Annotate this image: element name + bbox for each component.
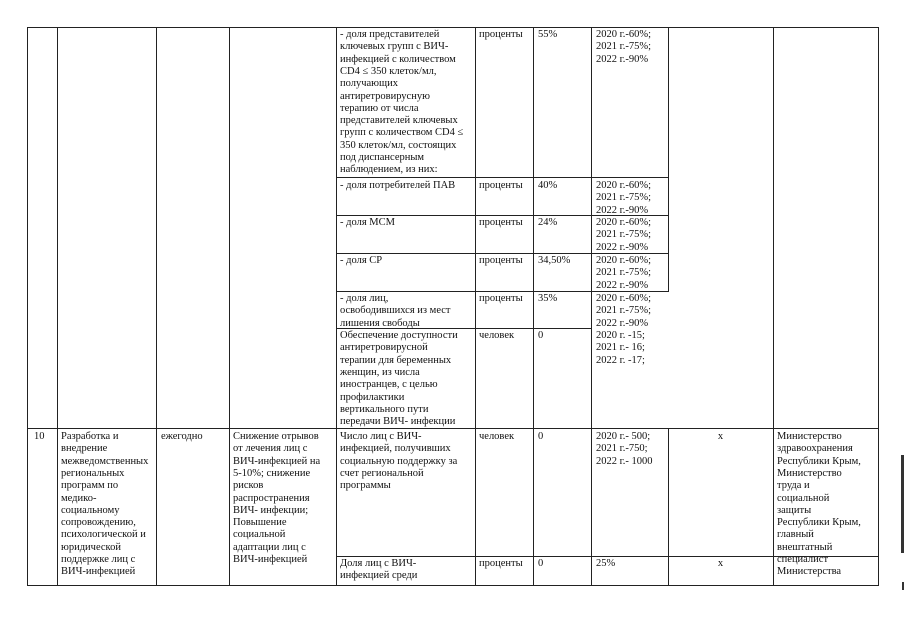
indicator-text: под диспансерным <box>340 152 425 163</box>
indicator-text: вертикального пути <box>340 403 429 415</box>
executor-text: главный <box>777 529 814 541</box>
target-values: 2021 г.-75%; <box>596 305 652 317</box>
unit-text: проценты <box>479 29 523 40</box>
table-rule <box>27 27 28 586</box>
measure-text: психологической и <box>61 529 146 541</box>
indicator-text: освободившихся из мест <box>340 305 451 317</box>
indicator-text: наблюдением, из них: <box>340 164 438 176</box>
indicator-text: Число лиц с ВИЧ- <box>340 431 422 442</box>
result-text: социальной <box>233 529 286 541</box>
base-value: 35% <box>538 293 558 304</box>
table-rule <box>533 27 534 586</box>
target-values: 2021 г.-750; <box>596 443 648 455</box>
table-rule <box>773 27 774 586</box>
indicator-text: - доля представителей <box>340 29 440 40</box>
table-rule <box>475 27 476 586</box>
result-text: рисков <box>233 480 264 492</box>
executor-text: Республики Крым, <box>777 455 861 467</box>
target-values: 2020 г.-60%; <box>596 293 652 304</box>
result-text: от лечения лиц с <box>233 443 308 455</box>
unit-text: человек <box>479 330 515 341</box>
base-value: 40% <box>538 180 558 191</box>
target-values: 2020 г.-60%; <box>596 255 652 266</box>
result-text: адаптации лиц с <box>233 541 306 553</box>
executor-text: социальной <box>777 492 830 504</box>
item-number: 10 <box>34 431 45 442</box>
executor-text: Министерство <box>777 431 842 442</box>
executor-text: Республики Крым, <box>777 517 861 529</box>
target-values: 2021 г.- 16; <box>596 342 645 354</box>
unit-text: проценты <box>479 180 523 191</box>
table-rule <box>57 27 58 586</box>
target-values: 2020 г. -15; <box>596 330 645 341</box>
measure-text: медико- <box>61 492 97 504</box>
table-rule <box>878 27 879 586</box>
executor-text: Министерства <box>777 566 842 578</box>
indicator-text: женщин, из числа <box>340 366 420 378</box>
target-values: 2020 г.-60%; <box>596 29 652 40</box>
base-value: 0 <box>538 431 544 442</box>
target-values: 2022 г. -17; <box>596 354 645 366</box>
target-values: 2022 г.-90% <box>596 317 649 329</box>
indicator-text: - доля МСМ <box>340 217 395 228</box>
result-text: ВИЧ- инфекции; <box>233 504 309 516</box>
result-text: 5-10%; снижение <box>233 467 311 479</box>
period-text: ежегодно <box>161 431 203 442</box>
base-value: 0 <box>538 330 544 341</box>
target-values: 2020 г.-60%; <box>596 180 652 191</box>
indicator-text: - доля СР <box>340 255 383 266</box>
target-values: 2022 г.- 1000 <box>596 455 653 467</box>
measure-text: программ по <box>61 480 119 492</box>
result-text: Снижение отрывов <box>233 431 319 442</box>
indicator-text: программы <box>340 480 391 492</box>
indicator-text: лишения свободы <box>340 317 420 329</box>
indicator-text: иностранцев, с целью <box>340 379 438 391</box>
executor-text: труда и <box>777 480 810 492</box>
indicator-text: передачи ВИЧ- инфекции <box>340 416 456 428</box>
target-values: 2022 г.-90% <box>596 204 649 216</box>
indicator-text: 350 клеток/мл, состоящих <box>340 139 457 151</box>
table-rule <box>27 27 879 28</box>
indicator-text: - доля потребителей ПАВ <box>340 180 456 191</box>
executor-text: внештатный <box>777 541 833 553</box>
edge-mark <box>902 582 904 590</box>
unit-text: проценты <box>479 293 523 304</box>
result-text: Повышение <box>233 517 287 529</box>
indicator-text: инфекцией, получивших <box>340 443 451 455</box>
indicator-text: терапии для беременных <box>340 354 452 366</box>
target-values: 2021 г.-75%; <box>596 192 652 204</box>
measure-text: юридической <box>61 541 121 553</box>
indicator-text: получающих <box>340 78 398 90</box>
indicator-text: антиретровирусную <box>340 90 430 102</box>
indicator-text: счет региональной <box>340 467 424 479</box>
indicator-text: групп с количеством CD4 ≤ <box>340 127 464 139</box>
target-values: 2020 г.-60%; <box>596 217 652 228</box>
measure-text: поддержке лиц с <box>61 554 136 565</box>
target-values: 2020 г.- 500; <box>596 431 651 442</box>
unit-text: человек <box>479 431 515 442</box>
base-value: 24% <box>538 217 558 228</box>
target-values: 2022 г.-90% <box>596 241 649 253</box>
indicator-text: терапию от числа <box>340 102 419 114</box>
unit-text: проценты <box>479 558 523 569</box>
result-text: ВИЧ-инфекцией на <box>233 455 321 467</box>
base-value: 0 <box>538 558 544 569</box>
indicator-text: социальную поддержку за <box>340 455 458 467</box>
table-rule <box>229 27 230 586</box>
measure-text: межведомственных <box>61 455 149 467</box>
indicator-text: - доля лиц, <box>340 293 389 304</box>
table-rule <box>336 27 337 586</box>
target-values: 2022 г.-90% <box>596 279 649 291</box>
indicator-text: инфекцией с количеством <box>340 53 456 65</box>
target-values: 2021 г.-75%; <box>596 41 652 53</box>
indicator-text: ключевых групп с ВИЧ- <box>340 41 449 53</box>
unit-text: проценты <box>479 255 523 266</box>
table-rule <box>591 27 592 586</box>
measure-text: Разработка и <box>61 431 119 442</box>
funding-mark: х <box>717 558 724 569</box>
base-value: 34,50% <box>538 255 571 266</box>
target-values: 2022 г.-90% <box>596 53 649 65</box>
executor-text: защиты <box>777 504 812 516</box>
indicator-text: CD4 ≤ 350 клеток/мл, <box>340 65 437 77</box>
measure-text: сопровождению, <box>61 517 136 529</box>
table-rule <box>336 177 669 178</box>
result-text: ВИЧ-инфекцией <box>233 554 308 565</box>
indicator-text: Обеспечение доступности <box>340 330 458 341</box>
edge-mark <box>901 455 904 553</box>
table-rule <box>27 585 879 586</box>
indicator-text: инфекцией среди <box>340 570 418 582</box>
measure-text: внедрение <box>61 443 108 455</box>
indicator-text: представителей ключевых <box>340 115 458 127</box>
target-values: 25% <box>596 558 616 569</box>
base-value: 55% <box>538 29 558 40</box>
indicator-text: антиретровирусной <box>340 342 428 354</box>
indicator-text: профилактики <box>340 391 405 403</box>
result-text: распространения <box>233 492 310 504</box>
executor-text: специалист <box>777 554 829 565</box>
target-values: 2021 г.-75%; <box>596 229 652 241</box>
indicator-text: Доля лиц с ВИЧ- <box>340 558 417 569</box>
funding-mark: х <box>717 431 724 442</box>
measure-text: региональных <box>61 467 125 479</box>
executor-text: Министерство <box>777 467 842 479</box>
unit-text: проценты <box>479 217 523 228</box>
measure-text: социальному <box>61 504 120 516</box>
table-rule <box>156 27 157 586</box>
executor-text: здравоохранения <box>777 443 853 455</box>
measure-text: ВИЧ-инфекцией <box>61 566 136 578</box>
table-rule <box>668 27 669 292</box>
target-values: 2021 г.-75%; <box>596 267 652 279</box>
